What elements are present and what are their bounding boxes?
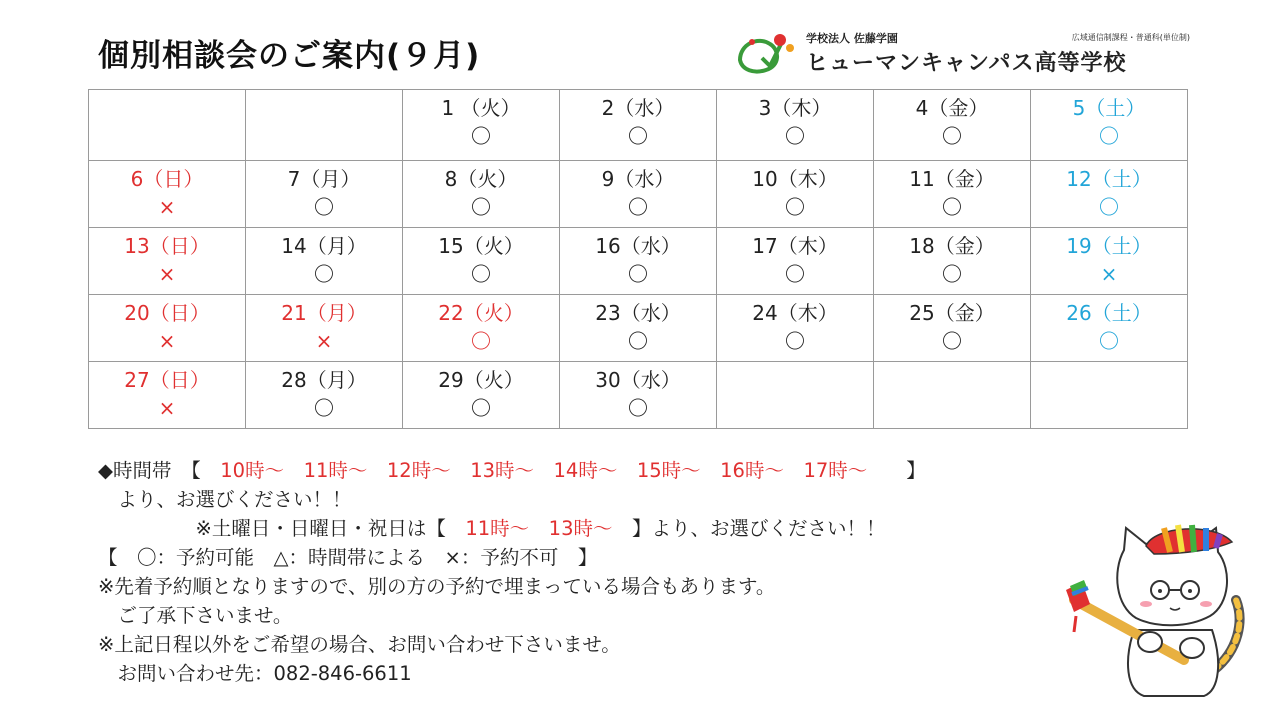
logo-school-name: ヒューマンキャンパス高等学校	[806, 51, 1127, 76]
times-line	[98, 456, 926, 485]
availability-mark: 〇	[471, 396, 491, 420]
availability-mark: 〇	[1099, 329, 1119, 353]
logo-org: 学校法人 佐藤学園	[806, 32, 898, 45]
day-label: 22（火）	[438, 301, 524, 325]
calendar-day-cell	[403, 295, 560, 362]
day-label: 4（金）	[915, 96, 989, 120]
availability-mark: 〇	[1099, 195, 1119, 219]
calendar-table	[88, 89, 1188, 429]
calendar-day-cell	[560, 228, 717, 295]
availability-mark: 〇	[942, 195, 962, 219]
note-first-come: ※先着予約順となりますので、別の方の予約で埋まっている場合もあります。	[98, 575, 776, 598]
day-label: 17（木）	[752, 234, 838, 258]
day-label: 29（火）	[438, 368, 524, 392]
contact-info: お問い合わせ先：082-846-6611	[98, 662, 412, 685]
day-label: 9（水）	[601, 167, 675, 191]
availability-mark: 〇	[471, 262, 491, 286]
day-label: 14（月）	[281, 234, 367, 258]
calendar-day-cell	[560, 161, 717, 228]
day-label: 20（日）	[124, 301, 210, 325]
note-apology: ご了承下さいませ。	[98, 604, 293, 627]
calendar-empty-cell	[874, 362, 1031, 429]
calendar-week-row	[89, 90, 1188, 161]
day-label: 12（土）	[1066, 167, 1152, 191]
day-label: 19（土）	[1066, 234, 1152, 258]
calendar-day-cell	[560, 90, 717, 161]
day-label: 1 （火）	[441, 96, 521, 120]
calendar-day-cell	[560, 295, 717, 362]
calendar-week-row	[89, 362, 1188, 429]
weekend-line	[98, 514, 926, 543]
day-label: 24（木）	[752, 301, 838, 325]
calendar-empty-cell	[246, 90, 403, 161]
calendar-day-cell	[246, 161, 403, 228]
school-logo-icon	[736, 30, 800, 76]
calendar-week-row	[89, 295, 1188, 362]
calendar-day-cell	[1031, 161, 1188, 228]
note-other-dates: ※上記日程以外をご希望の場合、お問い合わせ下さいませ。	[98, 633, 621, 656]
availability-mark: ×	[158, 396, 176, 420]
day-label: 30（水）	[595, 368, 681, 392]
availability-mark: 〇	[785, 329, 805, 353]
availability-mark: 〇	[314, 396, 334, 420]
availability-mark: ×	[158, 195, 176, 219]
calendar-day-cell	[89, 362, 246, 429]
availability-mark: 〇	[785, 195, 805, 219]
calendar-day-cell	[246, 295, 403, 362]
day-label: 21（月）	[281, 301, 367, 325]
availability-mark: ×	[315, 329, 333, 353]
availability-mark: 〇	[942, 329, 962, 353]
availability-mark: 〇	[314, 195, 334, 219]
school-logo	[736, 28, 1196, 78]
weekend-instruction: 】より、お選びください！！	[612, 517, 886, 540]
availability-mark: 〇	[471, 329, 491, 353]
availability-mark: 〇	[785, 262, 805, 286]
calendar-day-cell	[403, 228, 560, 295]
legend: 【 〇：予約可能 △：時間帯による ×：予約不可 】	[98, 546, 598, 569]
time-slots: 10時～ 11時～ 12時～ 13時～ 14時～ 15時～ 16時～ 17時～	[220, 459, 868, 482]
availability-mark: ×	[158, 329, 176, 353]
page-title: 個別相談会のご案内(９月)	[98, 38, 481, 74]
day-label: 5（土）	[1072, 96, 1146, 120]
info-section	[98, 456, 926, 688]
calendar-week-row	[89, 161, 1188, 228]
calendar-day-cell	[89, 161, 246, 228]
availability-mark: 〇	[628, 124, 648, 148]
calendar-week-row	[89, 228, 1188, 295]
calendar-empty-cell	[717, 362, 874, 429]
calendar-day-cell	[560, 362, 717, 429]
availability-mark: 〇	[628, 195, 648, 219]
cat-mascot-illustration	[1064, 520, 1254, 700]
day-label: 3（木）	[758, 96, 832, 120]
day-label: 28（月）	[281, 368, 367, 392]
day-label: 26（土）	[1066, 301, 1152, 325]
calendar-day-cell	[1031, 90, 1188, 161]
availability-mark: 〇	[471, 195, 491, 219]
calendar-day-cell	[246, 228, 403, 295]
day-label: 25（金）	[909, 301, 995, 325]
weekend-label: ※土曜日・日曜日・祝日は【	[98, 517, 466, 540]
day-label: 16（水）	[595, 234, 681, 258]
calendar-day-cell	[874, 295, 1031, 362]
weekend-time-slots: 11時～ 13時～	[465, 517, 613, 540]
calendar-day-cell	[1031, 295, 1188, 362]
calendar-day-cell	[717, 228, 874, 295]
calendar-day-cell	[874, 228, 1031, 295]
availability-mark: 〇	[1099, 124, 1119, 148]
calendar-day-cell	[717, 161, 874, 228]
calendar-day-cell	[403, 362, 560, 429]
day-label: 8（火）	[444, 167, 518, 191]
calendar-day-cell	[717, 295, 874, 362]
day-label: 11（金）	[909, 167, 995, 191]
availability-mark: 〇	[471, 124, 491, 148]
logo-course: 広域通信制課程・普通科(単位制)	[1071, 33, 1190, 42]
calendar-day-cell	[874, 161, 1031, 228]
day-label: 23（水）	[595, 301, 681, 325]
availability-mark: 〇	[314, 262, 334, 286]
day-label: 13（日）	[124, 234, 210, 258]
day-label: 18（金）	[909, 234, 995, 258]
day-label: 27（日）	[124, 368, 210, 392]
availability-mark: 〇	[785, 124, 805, 148]
day-label: 10（木）	[752, 167, 838, 191]
availability-mark: ×	[1100, 262, 1118, 286]
calendar-day-cell	[874, 90, 1031, 161]
availability-mark: 〇	[628, 329, 648, 353]
calendar-day-cell	[403, 161, 560, 228]
availability-mark: 〇	[628, 396, 648, 420]
calendar-day-cell	[89, 228, 246, 295]
availability-mark: 〇	[628, 262, 648, 286]
availability-mark: 〇	[942, 262, 962, 286]
calendar-day-cell	[717, 90, 874, 161]
calendar-day-cell	[246, 362, 403, 429]
calendar-empty-cell	[1031, 362, 1188, 429]
availability-mark: 〇	[942, 124, 962, 148]
day-label: 7（月）	[287, 167, 361, 191]
day-label: 6（日）	[130, 167, 204, 191]
calendar-empty-cell	[89, 90, 246, 161]
availability-mark: ×	[158, 262, 176, 286]
day-label: 15（火）	[438, 234, 524, 258]
day-label: 2（水）	[601, 96, 675, 120]
calendar-day-cell	[1031, 228, 1188, 295]
calendar-day-cell	[89, 295, 246, 362]
times-bracket-close: 】	[867, 459, 926, 482]
calendar-day-cell	[403, 90, 560, 161]
select-instruction: より、お選びください！！	[98, 488, 352, 511]
times-label: ◆時間帯 【	[98, 459, 221, 482]
